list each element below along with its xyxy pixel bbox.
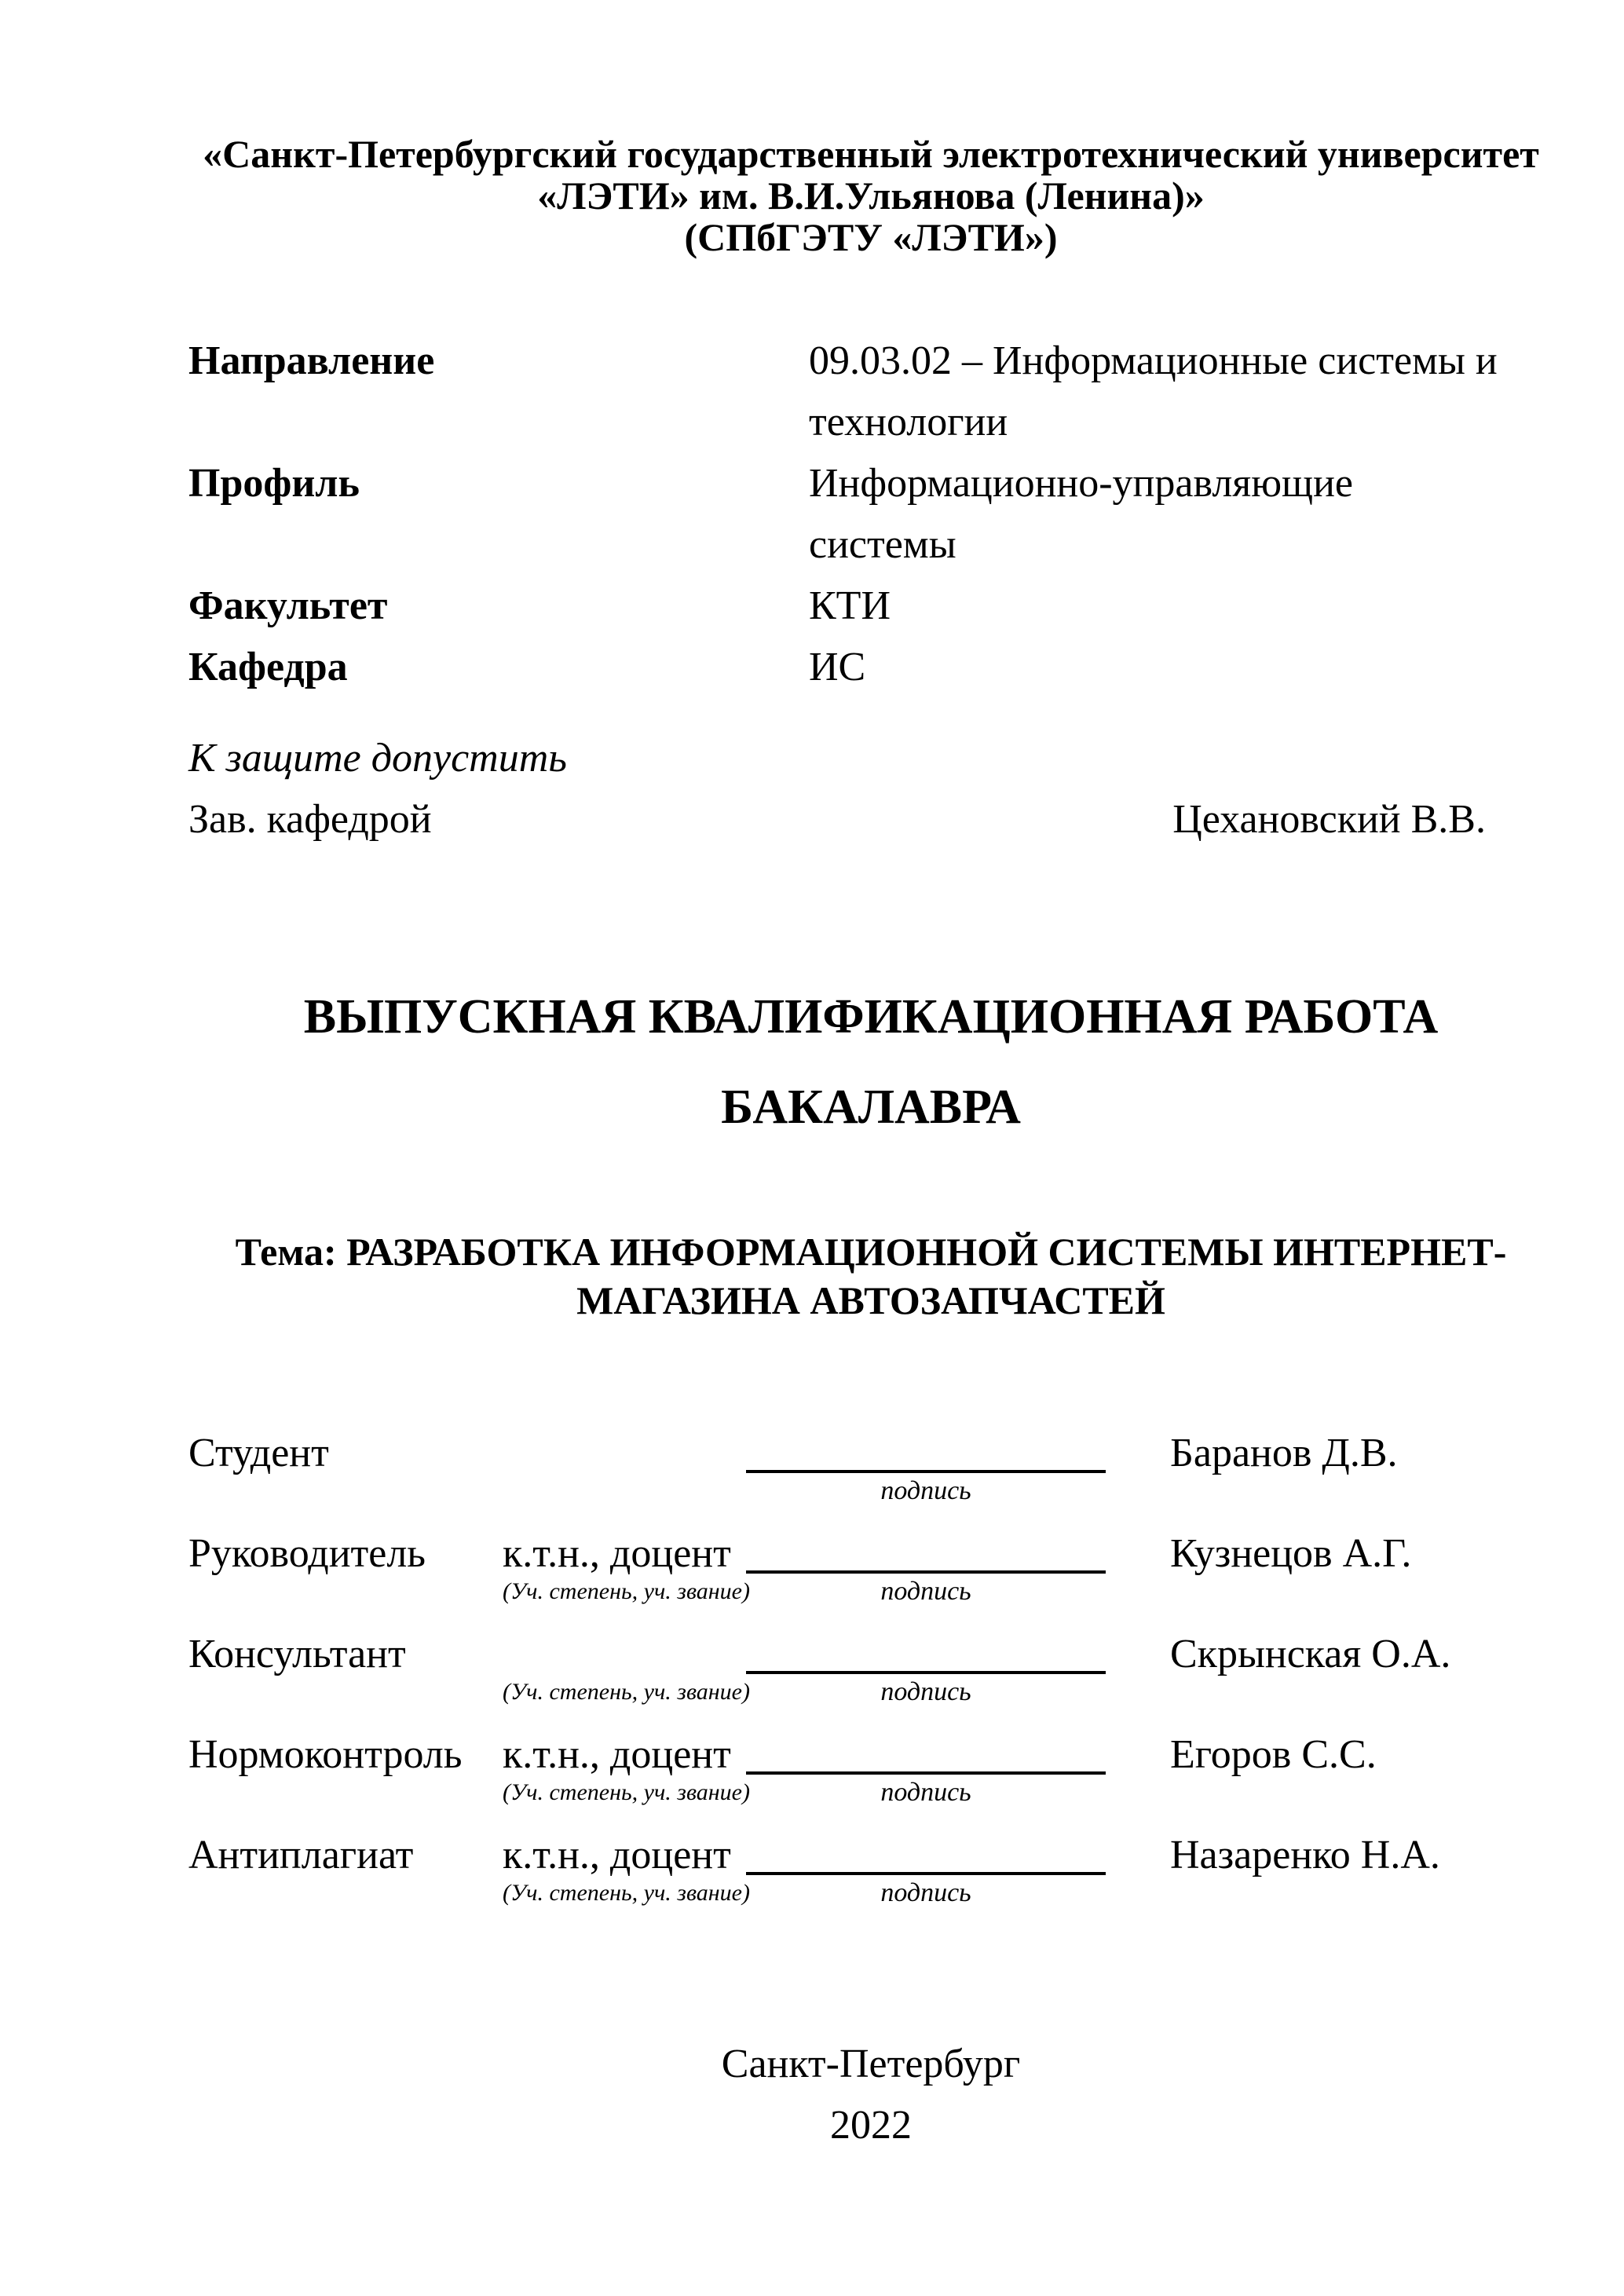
person-name: Егоров С.С.: [1170, 1732, 1377, 1777]
signature-column: [746, 1632, 1106, 1707]
degree-caption: (Уч. степень, уч. звание): [503, 1779, 750, 1805]
field-row-direction: [188, 331, 1498, 453]
person-name: Кузнецов А.Г.: [1170, 1531, 1412, 1576]
work-title-line1: ВЫПУСКНАЯ КВАЛИФИКАЦИОННАЯ РАБОТА: [303, 990, 1439, 1044]
city: Санкт-Петербург: [721, 2042, 1021, 2086]
signature-row-normcontrol: [188, 1732, 1486, 1808]
signature-line: [746, 1431, 1106, 1473]
degree-text: к.т.н., доцент: [503, 1833, 731, 1877]
role-label: Руководитель: [188, 1531, 426, 1576]
signature-caption: подпись: [880, 1577, 971, 1606]
work-title: [0, 972, 1624, 1153]
department-head-row: [188, 789, 1486, 850]
university-abbreviation: (СПбГЭТУ «ЛЭТИ»): [684, 215, 1058, 259]
field-row-profile: [188, 453, 1486, 576]
signature-caption: подпись: [880, 1476, 971, 1505]
signature-row-antiplagiarism: [188, 1833, 1486, 1908]
direction-value: [809, 331, 1500, 453]
signature-line: [746, 1632, 1106, 1674]
signature-column: [746, 1732, 1106, 1808]
signature-column: [746, 1431, 1106, 1506]
signature-caption: подпись: [880, 1778, 971, 1807]
degree-caption: (Уч. степень, уч. звание): [503, 1679, 750, 1705]
department-value: ИС: [809, 645, 866, 689]
year: 2022: [830, 2103, 912, 2148]
signature-row-supervisor: [188, 1531, 1486, 1607]
direction-value-line2: технологии: [809, 400, 1008, 444]
degree-column: [503, 1833, 750, 1907]
signature-line: [746, 1732, 1106, 1775]
person-name: Баранов Д.В.: [1170, 1431, 1398, 1475]
degree-caption: (Уч. степень, уч. звание): [503, 1578, 750, 1604]
university-name-line1: «Санкт-Петербургский государственный электротехнический университет: [203, 132, 1539, 176]
faculty-value: КТИ: [809, 583, 891, 628]
university-name-line2: «ЛЭТИ» им. В.И.Ульянова (Ленина)»: [537, 174, 1205, 218]
role-label: Консультант: [188, 1632, 406, 1676]
work-title-line2: БАКАЛАВРА: [721, 1080, 1021, 1134]
university-header: [0, 0, 1624, 258]
footer: [0, 2034, 1624, 2156]
role-label: Нормоконтроль: [188, 1732, 463, 1777]
degree-column: [503, 1531, 750, 1605]
degree-text: [503, 1632, 746, 1677]
direction-label: Направление: [188, 338, 435, 383]
faculty-label: Факультет: [188, 583, 388, 628]
degree-text: к.т.н., доцент: [503, 1531, 731, 1576]
department-head-label: Зав. кафедрой: [188, 797, 432, 842]
degree-column: [503, 1732, 750, 1806]
role-label: Антиплагиат: [188, 1833, 414, 1877]
field-row-department: [188, 637, 1486, 698]
signature-caption: подпись: [880, 1878, 971, 1907]
department-label: Кафедра: [188, 645, 348, 689]
signature-row-student: [188, 1431, 1486, 1506]
topic-line2: МАГАЗИНА АВТОЗАПЧАСТЕЙ: [576, 1278, 1165, 1322]
signature-column: [746, 1531, 1106, 1607]
signature-section: [0, 1431, 1624, 1908]
degree-caption: (Уч. степень, уч. звание): [503, 1880, 750, 1906]
signature-row-consultant: [188, 1632, 1486, 1707]
admission-block: [0, 728, 1624, 850]
person-name: Скрынская О.А.: [1170, 1632, 1451, 1676]
topic: [0, 1227, 1624, 1325]
degree-column: [503, 1632, 750, 1706]
topic-line1: Тема: РАЗРАБОТКА ИНФОРМАЦИОННОЙ СИСТЕМЫ ИНТЕРНЕТ-: [235, 1230, 1507, 1274]
profile-label: Профиль: [188, 461, 360, 506]
department-head-name: Цехановский В.В.: [1172, 797, 1486, 842]
field-row-faculty: [188, 576, 1486, 637]
degree-text: к.т.н., доцент: [503, 1732, 731, 1777]
person-name: Назаренко Н.А.: [1170, 1833, 1440, 1877]
signature-line: [746, 1833, 1106, 1875]
signature-caption: подпись: [880, 1677, 971, 1706]
admission-note: К защите допустить: [188, 736, 567, 781]
signature-line: [746, 1531, 1106, 1574]
profile-value: Информационно-управляющие системы: [809, 461, 1353, 567]
program-fields: [0, 331, 1624, 698]
role-label: Студент: [188, 1431, 329, 1475]
signature-column: [746, 1833, 1106, 1908]
direction-value-line1: 09.03.02 – Информационные системы и: [809, 338, 1498, 383]
